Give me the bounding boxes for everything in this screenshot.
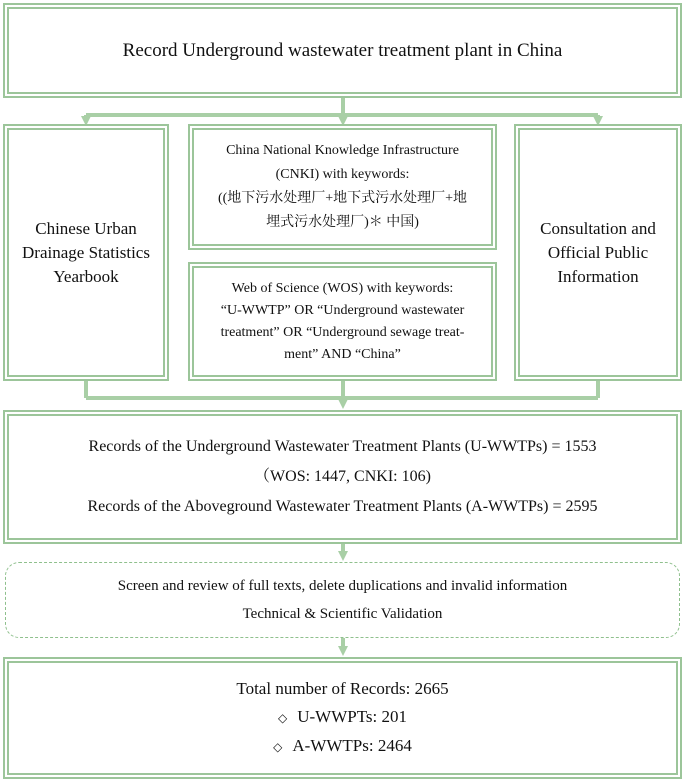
total-item-u-wwpts: ◇ U-WWPTs: 201 bbox=[277, 707, 407, 726]
total-title: Total number of Records: 2665 bbox=[236, 679, 449, 698]
screen-review-box bbox=[5, 562, 680, 638]
total-item-a-wwtps: ◇ A-WWTPs: 2464 bbox=[273, 736, 412, 755]
cnki-line-1: China National Knowledge Infrastructure bbox=[226, 143, 459, 158]
records-box bbox=[3, 410, 682, 544]
consultation-line-3: Information bbox=[557, 266, 639, 286]
records-line-sources: （WOS: 1447, CNKI: 106) bbox=[254, 468, 431, 485]
diamond-bullet-icon: ◇ bbox=[273, 740, 283, 754]
yearbook-line-3: Yearbook bbox=[53, 266, 119, 286]
records-line-underground: Records of the Underground Wastewater Treatment Plants (U-WWTPs) = 1553 bbox=[88, 438, 597, 455]
cnki-line-3: ((地下污水处理厂+地下式污水处理厂+地 bbox=[217, 191, 468, 206]
title-box bbox=[3, 3, 682, 98]
title-text: Record Underground wastewater treatment plant in China bbox=[122, 39, 563, 61]
total-box bbox=[3, 657, 682, 779]
wos-box bbox=[188, 262, 497, 381]
screen-line-2: Technical & Scientific Validation bbox=[242, 606, 443, 622]
cnki-line-4: 埋式污水处理厂)＊ 中国) bbox=[266, 215, 419, 230]
wos-line-3: treatment” OR “Underground sewage treat- bbox=[220, 324, 465, 340]
consultation-line-2: Official Public bbox=[547, 242, 649, 262]
screen-line-1: Screen and review of full texts, delete duplications and invalid information bbox=[117, 578, 568, 594]
records-line-aboveground: Records of the Aboveground Wastewater Treatment Plants (A-WWTPs) = 2595 bbox=[87, 498, 598, 515]
consultation-box bbox=[514, 124, 682, 381]
cnki-line-2: (CNKI) with keywords: bbox=[275, 167, 410, 182]
yearbook-line-2: Drainage Statistics bbox=[22, 242, 150, 262]
cnki-box bbox=[188, 124, 497, 250]
yearbook-line-1: Chinese Urban bbox=[35, 218, 137, 238]
consultation-line-1: Consultation and bbox=[540, 218, 656, 238]
wos-line-1: Web of Science (WOS) with keywords: bbox=[231, 280, 454, 296]
yearbook-box bbox=[3, 124, 169, 381]
wos-line-4: ment” AND “China” bbox=[284, 346, 401, 362]
diamond-bullet-icon: ◇ bbox=[277, 711, 288, 725]
wos-line-2: “U-WWTP” OR “Underground wastewater bbox=[220, 302, 465, 318]
